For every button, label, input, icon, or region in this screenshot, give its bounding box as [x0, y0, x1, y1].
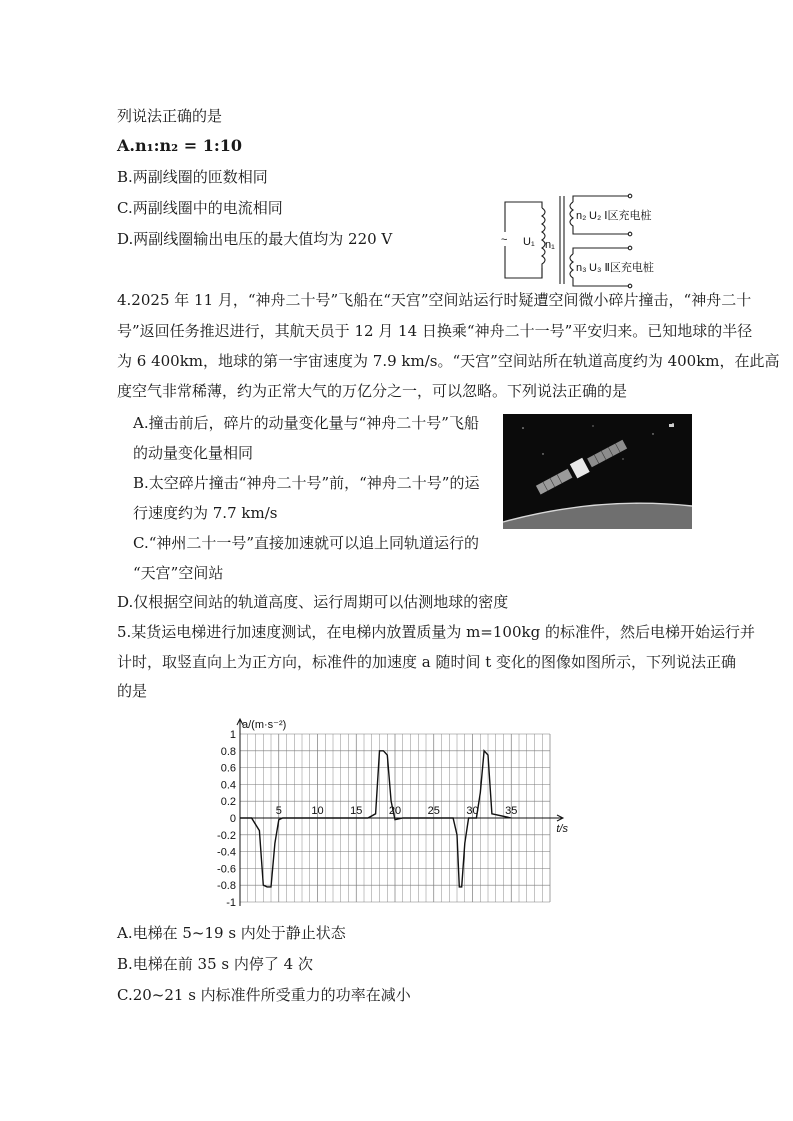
q4-option-c-line-2: “天宫”空间站 — [133, 564, 224, 582]
q4-stem-line-1: 4.2025 年 11 月，“神舟二十号”飞船在“天宫”空间站运行时疑遭空间微小碎片撞击，“神舟二十 — [117, 291, 752, 309]
q3-option-b: B.两副线圈的匝数相同 — [117, 168, 268, 186]
y-tick-label: -0.6 — [217, 863, 236, 876]
space-station-photo — [503, 414, 692, 529]
x-tick-label: 15 — [350, 805, 363, 817]
transformer-circuit-diagram — [497, 188, 654, 292]
y-tick-label: -0.4 — [217, 846, 236, 859]
q4-stem-line-2: 号”返回任务推迟进行，其航天员于 12 月 14 日换乘“神舟二十一号”平安归来。已知地球的半径 — [117, 322, 753, 340]
y-tick-label: 0.2 — [220, 796, 236, 809]
q4-option-c-line-1: C.“神州二十一号”直接加速就可以追上同轨道运行的 — [133, 534, 480, 552]
q5-stem-line-3: 的是 — [117, 682, 148, 700]
x-tick-label: 30 — [466, 805, 479, 817]
u1-label: U₁ — [523, 236, 535, 248]
q4-stem-line-4: 度空气非常稀薄，约为正常大气的万亿分之一，可以忽略。下列说法正确的是 — [117, 382, 628, 400]
u3-label: U₃ Ⅱ区充电桩 — [589, 262, 654, 274]
acceleration-time-chart — [210, 716, 570, 912]
ac-source-symbol: ~ — [501, 234, 508, 246]
q4-stem-line-3: 为 6 400km，地球的第一宇宙速度为 7.9 km/s。“天宫”空间站所在轨道高度约为 400km，在此高 — [117, 352, 780, 370]
q3-option-d: D.两副线圈输出电压的最大值均为 220 V — [117, 230, 393, 248]
x-tick-label: 25 — [427, 805, 440, 817]
n2-label: n₂ — [576, 210, 587, 222]
q4-option-a-line-1: A.撞击前后，碎片的动量变化量与“神舟二十号”飞船 — [133, 414, 479, 432]
q5-option-a: A.电梯在 5~19 s 内处于静止状态 — [117, 924, 346, 942]
y-tick-label: -0.8 — [217, 880, 236, 893]
n1-label: n₁ — [545, 239, 555, 251]
q5-option-c: C.20~21 s 内标准件所受重力的功率在减小 — [117, 986, 411, 1004]
x-axis-label: t/s — [556, 823, 568, 835]
y-tick-labels — [217, 729, 236, 909]
q5-option-b: B.电梯在前 35 s 内停了 4 次 — [117, 955, 313, 973]
x-tick-labels — [276, 805, 518, 817]
u2-label: U₂ Ⅰ区充电桩 — [589, 210, 652, 222]
q4-option-a-line-2: 的动量变化量相同 — [133, 444, 254, 462]
y-tick-label: 0.6 — [220, 762, 236, 775]
y-tick-label: 0 — [229, 813, 236, 825]
q3-option-c: C.两副线圈中的电流相同 — [117, 199, 283, 217]
y-tick-label: -1 — [226, 897, 236, 909]
q3-option-a: A.n₁:n₂ = 1:10 — [117, 136, 243, 155]
x-tick-label: 20 — [388, 805, 402, 817]
q4-option-b-line-2: 行速度约为 7.7 km/s — [133, 504, 278, 522]
y-tick-label: 1 — [229, 729, 236, 741]
x-tick-label: 10 — [311, 805, 324, 817]
x-tick-label: 35 — [505, 805, 518, 817]
q5-stem-line-2: 计时，取竖直向上为正方向，标准件的加速度 a 随时间 t 变化的图像如图所示，下列说法正确 — [117, 653, 737, 671]
acceleration-curve — [240, 751, 511, 887]
x-tick-label: 5 — [275, 805, 282, 817]
q4-option-b-line-1: B.太空碎片撞击“神舟二十号”前，“神舟二十号”的运 — [133, 474, 480, 492]
y-axis-label: a/(m·s⁻²) — [242, 719, 287, 731]
y-tick-label: 0.4 — [220, 779, 236, 792]
y-tick-label: -0.2 — [217, 829, 236, 842]
q5-stem-line-1: 5.某货运电梯进行加速度测试，在电梯内放置质量为 m=100kg 的标准件，然后电梯开始运行并 — [117, 623, 755, 641]
y-tick-label: 0.8 — [220, 745, 236, 758]
q3-stem-tail: 列说法正确的是 — [117, 107, 223, 125]
n3-label: n₃ — [576, 262, 587, 274]
q4-option-d: D.仅根据空间站的轨道高度、运行周期可以估测地球的密度 — [117, 593, 509, 611]
